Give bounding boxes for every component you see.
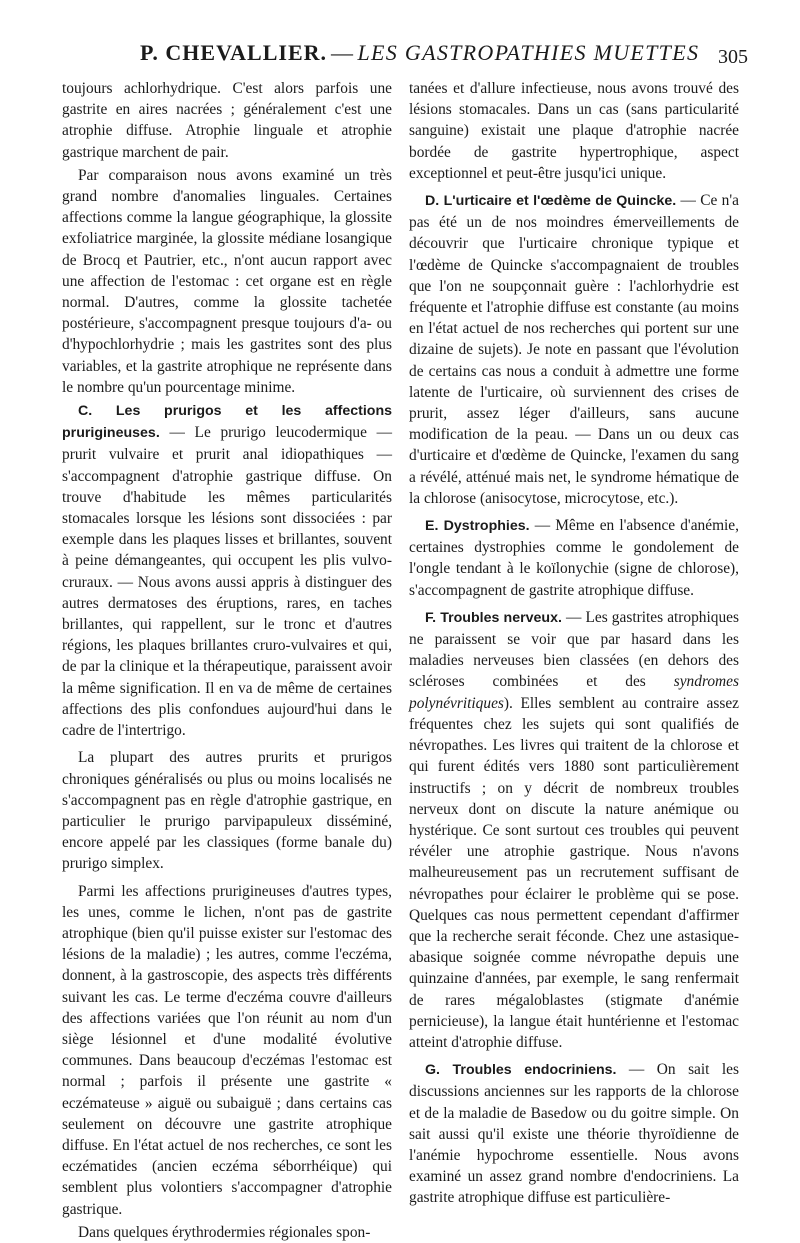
section-heading: C. Les prurigos et les affections prurigineuses. bbox=[62, 403, 392, 442]
running-header bbox=[60, 40, 748, 80]
section-heading: E. Dystrophies. bbox=[425, 518, 530, 535]
paragraph: Parmi les affections prurigineuses d'autres types, les unes, comme le lichen, n'ont pas de gastrite atrophique (bien qu'il puisse exister sur l'estomac des lésions de la maladie) ; les autres, comme l'eczéma, donnent, à la gastroscopie, des aspects très différents suivant les cas. Le terme d'eczéma couvre d'ailleurs des affections variées que l'on réunit au nom d'un siège lésionnel et d'une modalité évolutive communes. Dans beaucoup d'eczémas l'estomac est normal ; parfois il présente une gastrite « eczémateuse » aiguë ou subaiguë ; dans certains cas seulement on découvre une gastrite atrophique diffuse. En l'état actuel de nos recherches, ce sont les eczématides (ancien eczéma séborrhéique) qui semblent plus volontiers s'accompagner d'atrophie gastrique. bbox=[62, 882, 392, 1218]
italic-term: syndromes polynévritiques bbox=[409, 673, 739, 712]
section-heading: F. Troubles nerveux. bbox=[425, 609, 562, 626]
running-title bbox=[140, 40, 699, 66]
left-column bbox=[62, 78, 392, 1243]
page-number: 305 bbox=[718, 46, 748, 68]
section-heading: G. Troubles endocriniens. bbox=[425, 1062, 617, 1079]
section-body: — Le prurigo leucodermique — prurit vulvaire et prurit anal idiopathiques — s'accompagnent d'atrophie gastrique diffuse. On trouve d'habitude les mêmes particularités stomacales lorsque les lésions sont dissociées : par exemple dans les plaques lisses et brillantes, souvent à peine démangeantes, qui occupent les plis vulvo-cruraux. — Nous avons aussi appris à distinguer des autres dermatoses des éruptions, rares, en taches brillantes, qui rappellent, sur le tronc et d'autres régions, les plaques brillantes cruro-vulvaires et qui, de par la clinique et la thérapeutique, paraissent avoir la même signification. Il en va de même de certaines affections des plis confondues aujourd'hui dans le cadre de l'intertrigo. bbox=[62, 424, 392, 740]
section-body: — On sait les discussions anciennes sur les rapports de la chlorose et de la maladie de Basedow ou du goitre simple. On sait aussi qu'il existe une théorie thyroïdienne de l'anémie hypochrome essentielle. Nous avons examiné un assez grand nombre d'endocriniens. La gastrite atrophique diffuse est particulière- bbox=[409, 1061, 739, 1207]
section-d-paragraph bbox=[409, 190, 739, 509]
right-column bbox=[409, 78, 739, 1209]
paragraph: Par comparaison nous avons examiné un très grand nombre d'anomalies linguales. Certaines affections comme la langue géographique, la glossite exfoliatrice marginée, la glossite médiane losangique de Brocq et Pautrier, etc., n'ont aucun rapport avec une affection de l'estomac : cet organe est en règle normal. D'autres, comme la glossite tachetée postérieure, s'accompagnent presque toujours d'a- ou d'hypochlorhydrie ; mais les gastrites sont des plus variables, et la gastrite atrophique ne représente dans le nombre qu'un pourcentage minime. bbox=[62, 166, 392, 396]
section-f-paragraph bbox=[409, 607, 739, 1053]
section-body: — Même en l'absence d'anémie, certaines dystrophies comme le gondolement de l'ongle tendant à le koïlonychie (signe de chlorose), s'accompagnent de gastrite atrophique diffuse. bbox=[409, 517, 739, 599]
author-name: P. CHEVALLIER. bbox=[140, 40, 328, 65]
section-g-paragraph bbox=[409, 1059, 739, 1208]
article-title: LES GASTROPATHIES MUETTES bbox=[357, 40, 700, 65]
title-separator: — bbox=[331, 40, 354, 65]
section-body: — Ce n'a pas été un de nos moindres émerveillements de découvrir que l'urticaire chronique typique et l'œdème de Quincke s'accompagnaient de troubles que l'on ne soupçonnait guère : l'achlorhydrie est fréquente et l'atrophie diffuse est constante (au moins en l'état actuel de nos recherches qui portent sur une dizaine de sujets). Je note en passant que l'évolution de certains cas nous a conduit à admettre une forme latente de l'urticaire, où surviennent des crises de prurit, assez léger d'ailleurs, sans aucune modification de la peau. — Dans un ou deux cas d'urticaire et d'œdème de Quincke, l'examen du sang a révélé, atténué mais net, le syndrome hématique de la chlorose (anisocytose, microcytose, etc.). bbox=[409, 192, 739, 507]
paragraph: La plupart des autres prurits et prurigos chroniques généralisés ou plus ou moins localisés ne s'accompagnent pas en règle d'atrophie gastrique, en particulier le prurigo parvipapuleux disséminé, encore appelé par les classiques (forme banale du) prurigo simplex. bbox=[62, 749, 392, 873]
paragraph: tanées et d'allure infectieuse, nous avons trouvé des lésions stomacales. Dans un cas (sans particularité sanguine) existait une plaque d'atrophie nacrée bordée de gastrite hypertrophique, aspect exceptionnel et peut-être jusqu'ici unique. bbox=[409, 80, 739, 182]
section-e-paragraph bbox=[409, 515, 739, 601]
paragraph: Dans quelques érythrodermies régionales spon- bbox=[78, 1223, 371, 1241]
section-body: ). Elles semblent au contraire assez fréquentes chez les sujets qui sont qualifiés de névropathes. Les livres qui traitent de la chlorose et qui furent édités vers 1880 sont particulièrement instructifs ; on y décrit de nombreux troubles nerveux dont on discute la nature anémique ou hystérique. Ce sont surtout ces troubles qui peuvent révéler une atrophie gastrique. Nous n'avons malheureusement pas un recrutement suffisant de névropathes pour éclairer le problème qui se pose. Quelques cas nous permettent cependant d'affirmer que la recherche serait féconde. Chez une astasique-abasique soignée comme névropathe depuis une quinzaine d'années, par exemple, le sang renfermait de rares mégaloblastes (stigmate d'anémie pernicieuse), la langue était huntérienne et l'estomac atteint d'atrophie diffuse. bbox=[409, 694, 739, 1051]
section-c-paragraph bbox=[62, 400, 392, 741]
paragraph: toujours achlorhydrique. C'est alors parfois une gastrite en aires nacrées ; généralement c'est une atrophie diffuse. Atrophie linguale et atrophie gastrique marchent de pair. bbox=[62, 80, 392, 161]
section-heading: D. L'urticaire et l'œdème de Quincke. bbox=[425, 193, 677, 210]
text-columns bbox=[62, 78, 762, 1241]
section-body: — Les gastrites atrophiques ne paraissent se voir que par hasard dans les maladies nerveuses bien classées (en dehors des scléroses combinées et des bbox=[409, 608, 739, 691]
